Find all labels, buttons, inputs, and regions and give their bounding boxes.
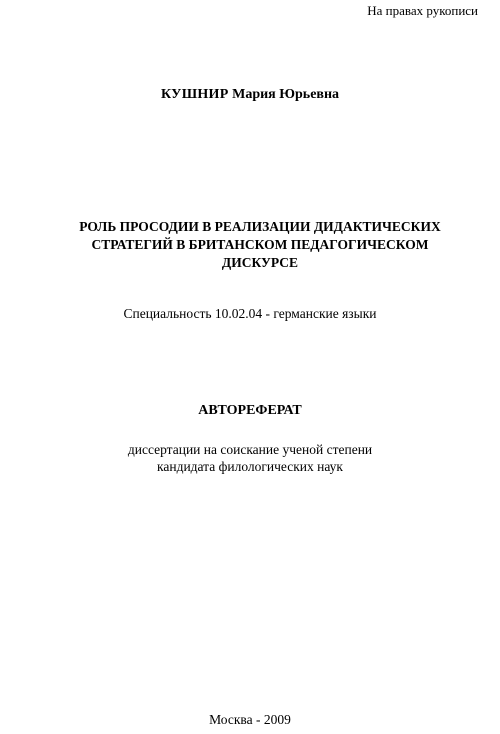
degree-description [0,441,500,475]
dissertation-title [60,218,460,272]
author-surname: КУШНИР [160,87,229,102]
title-line: СТРАТЕГИЙ В БРИТАНСКОМ ПЕДАГОГИЧЕСКОМ [91,237,429,252]
author-name [0,87,500,103]
place-year: Москва - 2009 [209,712,291,727]
title-line: РОЛЬ ПРОСОДИИ В РЕАЛИЗАЦИИ ДИДАКТИЧЕСКИХ [79,219,441,234]
description-line: кандидата филологических наук [157,459,343,474]
document-type: АВТОРЕФЕРАТ [198,403,302,418]
description-line: диссертации на соискание ученой степени [127,442,373,457]
title-line: ДИСКУРСЕ [221,255,299,270]
specialty-line: Специальность 10.02.04 - германские языки [123,306,377,321]
author-given-names: Мария Юрьевна [232,87,340,102]
rights-note: На правах рукописи [367,3,478,18]
